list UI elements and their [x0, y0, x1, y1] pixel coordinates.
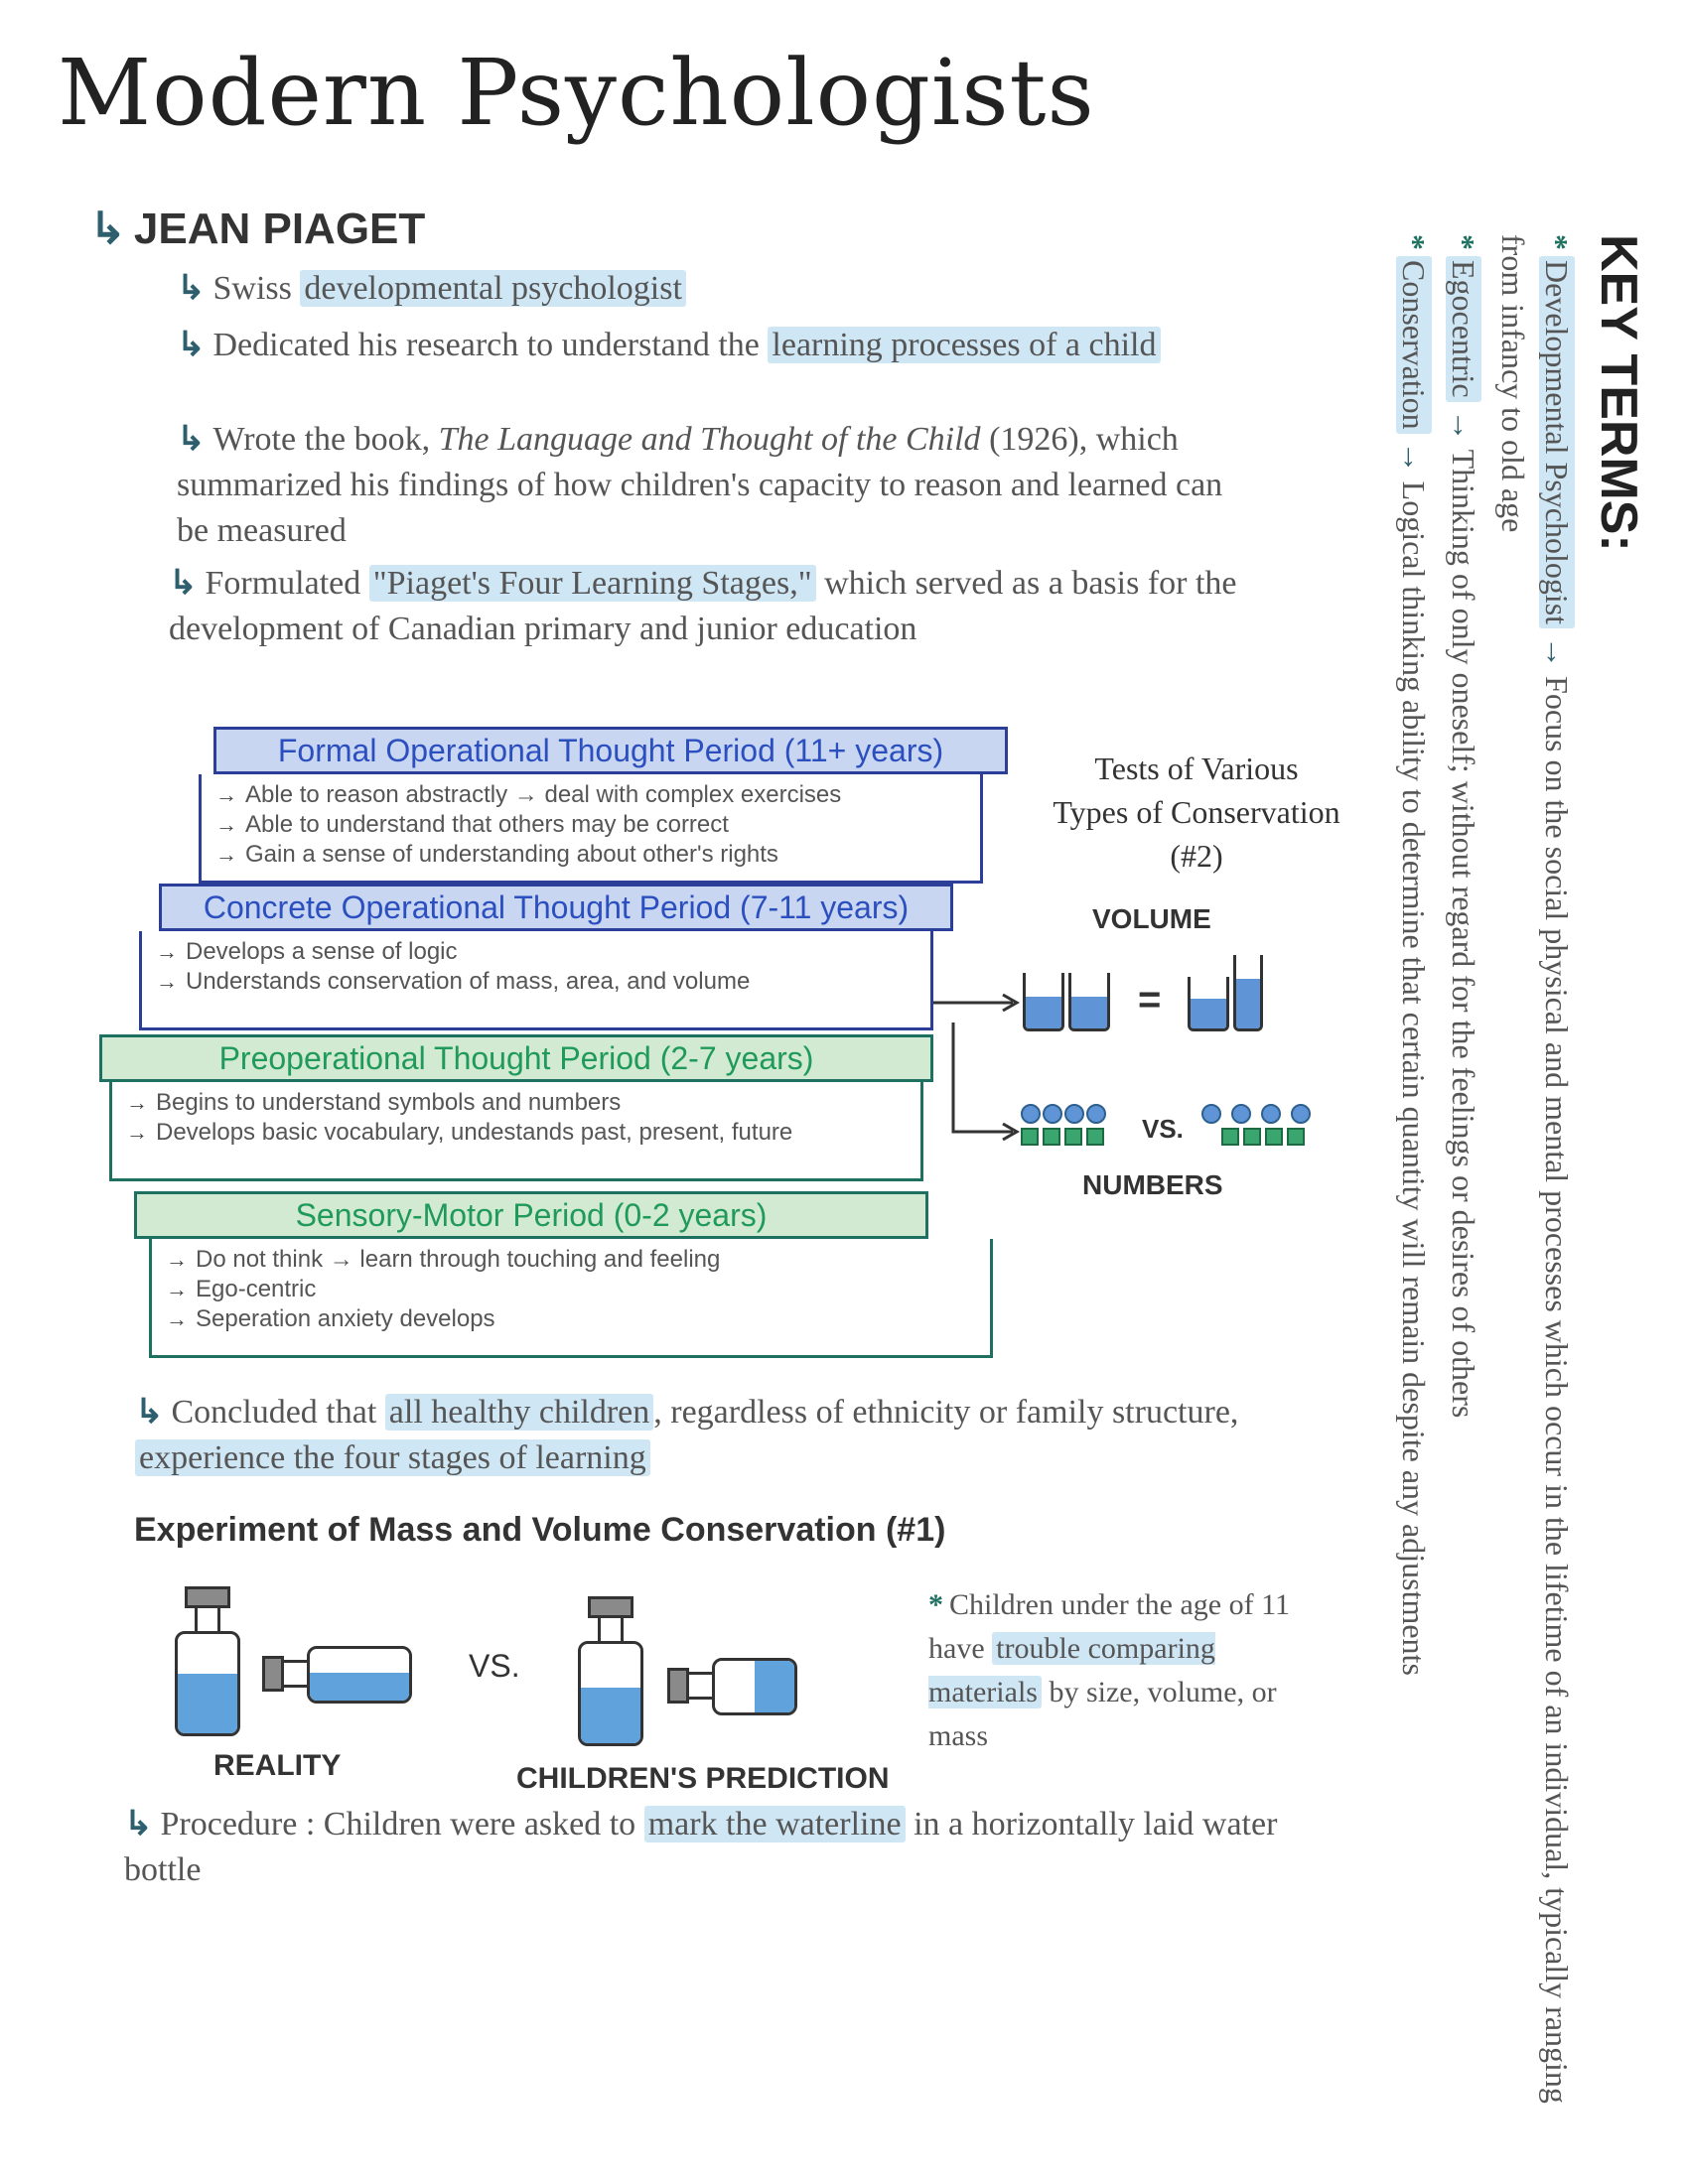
key-term-definition: Thinking of only oneself; without regard for the feelings or desires of others: [1446, 449, 1481, 1419]
square-icon: [1265, 1128, 1283, 1146]
fact-text: Dedicated his research to understand the: [212, 327, 769, 363]
fact-1: [177, 266, 1209, 312]
fact-text: which served as a basis for the development of Canadian primary and junior education: [169, 565, 1237, 647]
stage-panel-sensory-motor: [149, 1239, 993, 1358]
square-icon: [1221, 1128, 1239, 1146]
asterisk-icon: *: [1539, 234, 1575, 250]
stage-title-concrete: Concrete Operational Thought Period (7-11 years): [159, 884, 953, 931]
stage-item: → Develops basic vocabulary, undestands past, present, future: [126, 1119, 793, 1146]
note-text: by size, volume, or mass: [928, 1676, 1277, 1752]
key-term-3: [1392, 234, 1436, 2120]
connector-arrows: [933, 983, 1033, 1152]
experiment-note: [928, 1583, 1336, 1758]
stage-title-preoperational: Preoperational Thought Period (2-7 years): [99, 1034, 933, 1082]
fact-text: Wrote the book,: [212, 421, 439, 458]
square-icon: [1086, 1128, 1104, 1146]
arrow-icon: →: [1396, 441, 1432, 474]
arrow-icon: ↳: [89, 205, 126, 253]
book-title: The Language and Thought of the Child: [438, 421, 981, 458]
key-term-name: Developmental Psychologist: [1539, 256, 1575, 628]
highlight: learning processes of a child: [768, 327, 1160, 363]
stage-item: → Seperation anxiety develops: [166, 1305, 495, 1332]
cup-icon: [1023, 973, 1064, 1031]
highlight: mark the waterline: [644, 1806, 906, 1843]
cup-icon: [1188, 977, 1229, 1031]
arrow-icon: ↳: [124, 1806, 153, 1843]
vs-label: VS.: [469, 1648, 520, 1684]
arrow-icon: →: [1446, 409, 1481, 442]
cup-icon: [1068, 973, 1110, 1031]
key-term-definition: Logical thinking ability to determine that certain quantity will remain despite any adjustments: [1396, 480, 1432, 1676]
stage-panel-formal: [199, 774, 983, 884]
dot-icon: [1291, 1104, 1311, 1124]
arrow-icon: →: [1539, 636, 1575, 669]
stage-item: → Able to reason abstractly → deal with complex exercises: [215, 781, 842, 808]
tests-title: [1033, 747, 1360, 878]
procedure-text: in a horizontally laid water bottle: [124, 1806, 1278, 1888]
tall-cup-icon: [1233, 955, 1263, 1031]
dot-icon: [1086, 1104, 1106, 1124]
fact-4: [169, 561, 1241, 652]
dot-icon: [1201, 1104, 1221, 1124]
conclusion-text: , regardless of ethnicity or family structure,: [653, 1394, 1239, 1431]
stage-panel-concrete: [139, 931, 933, 1030]
bottle-icon: [712, 1658, 797, 1715]
arrow-icon: ↳: [169, 565, 198, 602]
arrow-icon: ↳: [177, 270, 206, 307]
square-icon: [1043, 1128, 1060, 1146]
procedure-text: Children were asked to: [323, 1806, 644, 1843]
stage-item: → Develops a sense of logic: [156, 938, 458, 965]
tests-title-line: (#2): [1170, 838, 1223, 874]
fact-2: [177, 323, 1239, 368]
highlight: developmental psychologist: [300, 270, 686, 307]
conclusion: [135, 1390, 1317, 1481]
vs-label: VS.: [1142, 1114, 1184, 1144]
dot-icon: [1064, 1104, 1084, 1124]
arrow-icon: ↳: [135, 1394, 164, 1431]
arrow-icon: ↳: [177, 421, 206, 458]
asterisk-icon: *: [1446, 234, 1481, 250]
key-term-name: Egocentric: [1446, 256, 1481, 402]
stage-item: → Able to understand that others may be correct: [215, 811, 729, 838]
key-term-definition: Focus on the social physical and mental processes which occur in the lifetime of an individual, typically ranging from infancy to old age: [1495, 234, 1575, 2104]
fact-text: Swiss: [212, 270, 301, 307]
fact-text: Formulated: [205, 565, 369, 602]
dot-icon: [1231, 1104, 1251, 1124]
procedure: ↳ Procedure : Children were asked to mark the waterline in a horizontally laid water bottle: [124, 1806, 1278, 1888]
experiment-title: Experiment of Mass and Volume Conservation (#1): [134, 1511, 946, 1549]
tests-title-line: Tests of Various: [1094, 751, 1299, 786]
note-text: Children under the age of 11 have: [928, 1588, 1290, 1665]
person-name: JEAN PIAGET: [133, 205, 426, 253]
highlight: experience the four stages of learning: [135, 1439, 650, 1476]
bottle-icon: [175, 1631, 240, 1736]
square-icon: [1243, 1128, 1261, 1146]
reality-label: REALITY: [213, 1749, 342, 1782]
dot-icon: [1021, 1104, 1041, 1124]
bottle-icon: [578, 1641, 643, 1746]
tests-title-line: Types of Conservation: [1053, 794, 1340, 830]
volume-label: VOLUME: [1092, 903, 1211, 934]
bottle-icon: [307, 1646, 412, 1704]
stage-title-formal: Formal Operational Thought Period (11+ years): [213, 727, 1008, 774]
key-terms: [1392, 234, 1648, 2120]
asterisk-icon: *: [1396, 234, 1432, 250]
square-icon: [1021, 1128, 1039, 1146]
stage-title-sensory-motor: Sensory-Motor Period (0-2 years): [134, 1191, 928, 1239]
page-title: Modern Psychologists: [58, 40, 1095, 146]
dot-icon: [1043, 1104, 1062, 1124]
fact-3: [177, 417, 1229, 554]
highlight: trouble comparing materials: [928, 1632, 1215, 1708]
procedure-label: Procedure: [160, 1806, 298, 1843]
stage-panel-preoperational: [109, 1082, 923, 1181]
dot-icon: [1261, 1104, 1281, 1124]
stage-item: → Gain a sense of understanding about other's rights: [215, 841, 778, 868]
key-term-name: Conservation: [1396, 256, 1432, 434]
fact-text: (1926), which summarized his findings of how children's capacity to reason and learned can be measured: [177, 421, 1223, 549]
stage-item: → Understands conservation of mass, area, and volume: [156, 968, 751, 995]
arrow-icon: ↳: [177, 327, 206, 363]
conclusion-text: Concluded that: [171, 1394, 385, 1431]
equals-sign: =: [1138, 978, 1162, 1022]
key-terms-title: KEY TERMS:: [1590, 234, 1647, 552]
asterisk-icon: *: [928, 1588, 943, 1621]
square-icon: [1064, 1128, 1082, 1146]
prediction-label: CHILDREN'S PREDICTION: [516, 1762, 890, 1795]
stage-item: → Do not think → learn through touching and feeling: [166, 1246, 721, 1273]
numbers-label: NUMBERS: [1082, 1169, 1223, 1200]
highlight: "Piaget's Four Learning Stages,": [369, 565, 816, 602]
stage-item: → Ego-centric: [166, 1276, 317, 1302]
stage-item: → Begins to understand symbols and numbers: [126, 1089, 622, 1116]
key-term-2: [1442, 234, 1485, 2120]
highlight: all healthy children: [385, 1394, 653, 1431]
key-term-1: [1491, 234, 1579, 2120]
person-heading: [89, 204, 425, 254]
square-icon: [1287, 1128, 1305, 1146]
